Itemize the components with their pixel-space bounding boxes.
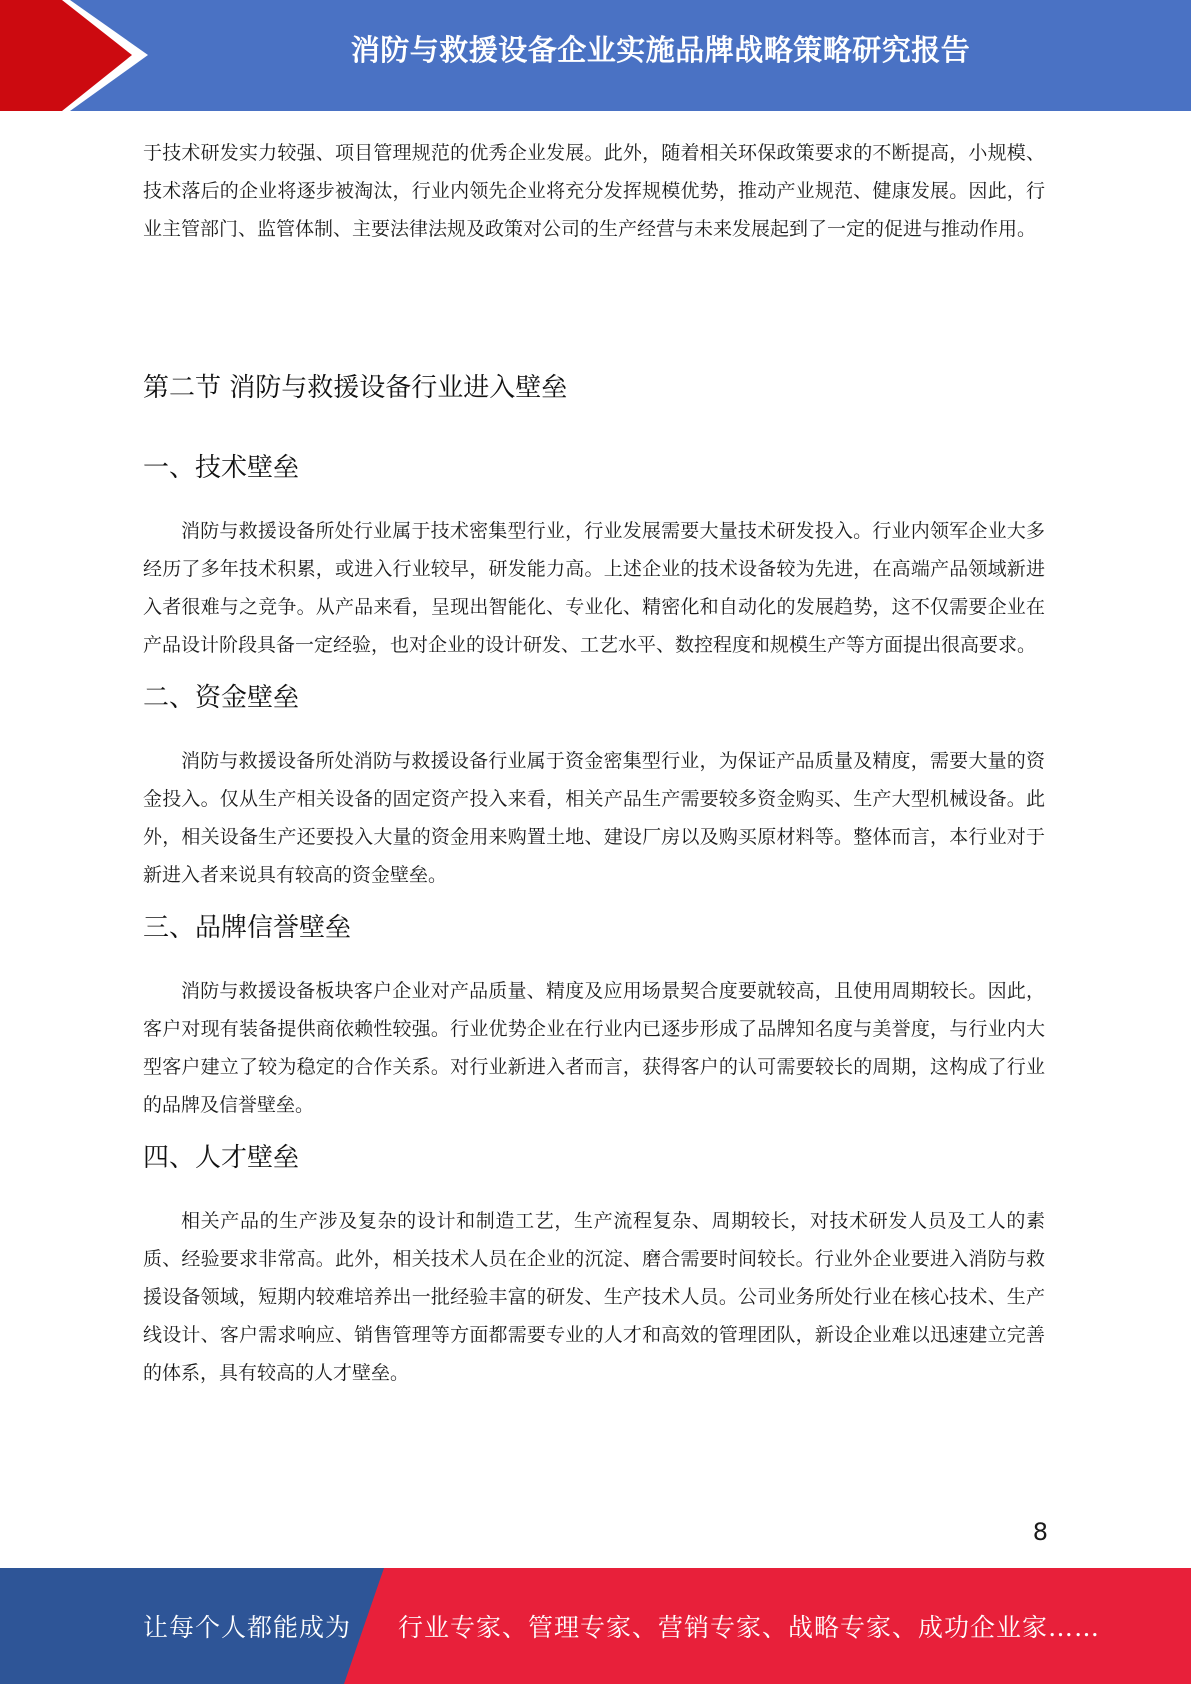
subsection-body-capital: 消防与救援设备所处消防与救援设备行业属于资金密集型行业，为保证产品质量及精度，需要大量的资金投入。仅从生产相关设备的固定资产投入来看，相关产品生产需要较多资金购买、生产大型机械设备。此外，相关设备生产还要投入大量的资金用来购置土地、建设厂房以及购买原材料等。整体而言，本行业对于新进入者来说具有较高的资金壁垒。 (143, 750, 1045, 886)
intro-paragraph: 于技术研发实力较强、项目管理规范的优秀企业发展。此外，随着相关环保政策要求的不断提高，小规模、技术落后的企业将逐步被淘汰，行业内领先企业将充分发挥规模优势，推动产业规范、健康发展。因此，行业主管部门、监管体制、主要法律法规及政策对公司的生产经营与未来发展起到了一定的促进与推动作用。 (143, 142, 1045, 240)
section-title: 第二节 消防与救援设备行业进入壁垒 (143, 373, 568, 403)
subsection-title-capital: 二、资金壁垒 (143, 683, 300, 713)
footer-slogan-right: 行业专家、管理专家、营销专家、战略专家、成功企业家…… (398, 1613, 1101, 1642)
subsection-body-tech: 消防与救援设备所处行业属于技术密集型行业，行业发展需要大量技术研发投入。行业内领军企业大多经历了多年技术积累，或进入行业较早，研发能力高。上述企业的技术设备较为先进，在高端产品领域新进入者很难与之竞争。从产品来看，呈现出智能化、专业化、精密化和自动化的发展趋势，这不仅需要企业在产品设计阶段具备一定经验，也对企业的设计研发、工艺水平、数控程度和规模生产等方面提出很高要求。 (143, 520, 1045, 656)
header-banner (0, 0, 1191, 111)
document-body (143, 134, 1045, 1392)
footer-slogan-left: 让每个人都能成为 (143, 1613, 352, 1642)
subsection-body-brand: 消防与救援设备板块客户企业对产品质量、精度及应用场景契合度要就较高，且使用周期较长。因此，客户对现有装备提供商依赖性较强。行业优势企业在行业内已逐步形成了品牌知名度与美誉度，与行业内大型客户建立了较为稳定的合作关系。对行业新进入者而言，获得客户的认可需要较长的周期，这构成了行业的品牌及信誉壁垒。 (143, 980, 1045, 1116)
footer-banner (0, 1568, 1191, 1684)
subsection-title-brand: 三、品牌信誉壁垒 (143, 913, 352, 943)
report-title: 消防与救援设备企业实施品牌战略策略研究报告 (350, 33, 971, 67)
subsection-body-talent: 相关产品的生产涉及复杂的设计和制造工艺，生产流程复杂、周期较长，对技术研发人员及工人的素质、经验要求非常高。此外，相关技术人员在企业的沉淀、磨合需要时间较长。行业外企业要进入消防与救援设备领域，短期内较难培养出一批经验丰富的研发、生产技术人员。公司业务所处行业在核心技术、生产线设计、客户需求响应、销售管理等方面都需要专业的人才和高效的管理团队，新设企业难以迅速建立完善的体系，具有较高的人才壁垒。 (143, 1210, 1045, 1384)
subsection-title-talent: 四、人才壁垒 (143, 1143, 300, 1173)
page-number: 8 (1032, 1518, 1048, 1546)
subsection-title-tech: 一、技术壁垒 (143, 453, 300, 483)
